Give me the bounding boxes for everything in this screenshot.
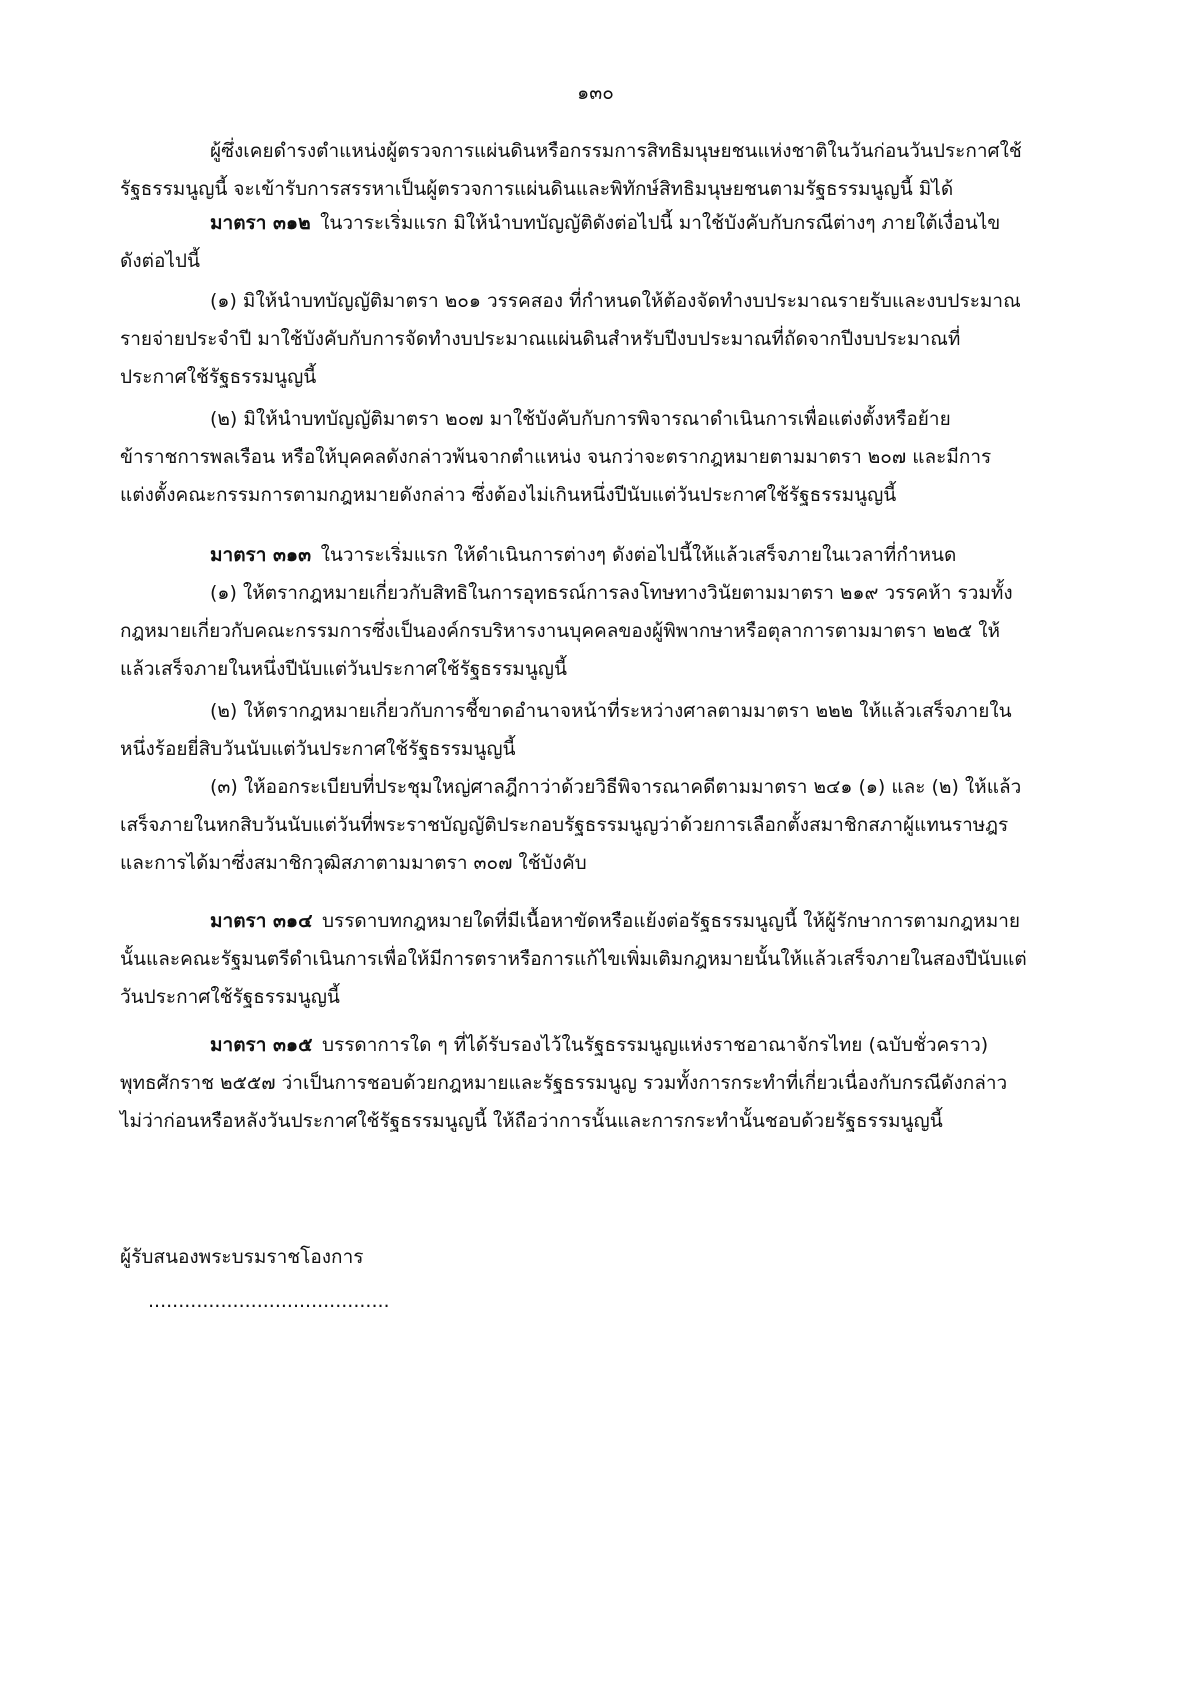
line-text: พุทธศักราช ๒๕๕๗ ว่าเป็นการชอบด้วยกฎหมายและรัฐธรรมนูญ รวมทั้งการกระทำที่เกี่ยวเนื่องกับกรณีดังกล่าว: [120, 1072, 1008, 1094]
line-text: รายจ่ายประจำปี มาใช้บังคับกับการจัดทำงบประมาณแผ่นดินสำหรับปีงบประมาณที่ถัดจากปีงบประมาณที่: [120, 328, 961, 350]
text-line: [120, 982, 340, 1012]
line-text: เสร็จภายในหกสิบวันนับแต่วันที่พระราชบัญญัติประกอบรัฐธรรมนูญว่าด้วยการเลือกตั้งสมาชิกสภาผู้แทนราษฎร: [120, 814, 1009, 836]
line-text: ในวาระเริ่มแรก มิให้นำบทบัญญัติดังต่อไปนี้ มาใช้บังคับกับกรณีต่างๆ ภายใต้เงื่อนไข: [320, 212, 1001, 234]
section-number: มาตรา ๓๑๒: [210, 212, 311, 234]
line-text: แต่งตั้งคณะกรรมการตามกฎหมายดังกล่าว ซึ่งต้องไม่เกินหนึ่งปีนับแต่วันประกาศใช้รัฐธรรมนูญนี้: [120, 484, 897, 506]
line-text: บรรดาการใด ๆ ที่ได้รับรองไว้ในรัฐธรรมนูญแห่งราชอาณาจักรไทย (ฉบับชั่วคราว): [321, 1034, 989, 1056]
text-line: [120, 480, 896, 510]
text-line: [120, 362, 316, 392]
text-line: [120, 174, 953, 204]
text-line: [120, 616, 1000, 646]
line-text: กฎหมายเกี่ยวกับคณะกรรมการซึ่งเป็นองค์กรบริหารงานบุคคลของผู้พิพากษาหรือตุลาการตามมาตรา ๒๒๕ ให้: [120, 620, 1001, 642]
text-line: [120, 734, 516, 764]
line-text: ประกาศใช้รัฐธรรมนูญนี้: [120, 366, 317, 388]
section-number: มาตรา ๓๑๕: [210, 1034, 313, 1056]
signature-dots: ........................................: [148, 1290, 390, 1312]
text-line: [120, 944, 1027, 974]
line-text: และการได้มาซึ่งสมาชิกวุฒิสภาตามมาตรา ๓๐๗ ใช้บังคับ: [120, 852, 587, 874]
text-line: [210, 772, 1021, 802]
text-line: [210, 540, 956, 570]
section-number: มาตรา ๓๑๓: [210, 544, 312, 566]
text-line: [210, 404, 951, 434]
line-text: ในวาระเริ่มแรก ให้ดำเนินการต่างๆ ดังต่อไปนี้ให้แล้วเสร็จภายในเวลาที่กำหนด: [320, 544, 957, 566]
text-line: [210, 136, 1022, 166]
text-line: [210, 1030, 988, 1060]
text-line: [210, 696, 1012, 726]
text-line: [210, 208, 1000, 238]
line-text: ผู้ซึ่งเคยดำรงตำแหน่งผู้ตรวจการแผ่นดินหรือกรรมการสิทธิมนุษยชนแห่งชาติในวันก่อนวันประกาศใช้: [210, 140, 1022, 162]
line-text: (๒) ให้ตรากฎหมายเกี่ยวกับการชี้ขาดอำนาจหน้าที่ระหว่างศาลตามมาตรา ๒๒๒ ให้แล้วเสร็จภายใน: [210, 700, 1012, 722]
line-text: แล้วเสร็จภายในหนึ่งปีนับแต่วันประกาศใช้รัฐธรรมนูญนี้: [120, 658, 567, 680]
text-line: [120, 810, 1008, 840]
line-text: (๑) ให้ตรากฎหมายเกี่ยวกับสิทธิในการอุทธรณ์การลงโทษทางวินัยตามมาตรา ๒๑๙ วรรคห้า รวมทั้ง: [210, 582, 1013, 604]
section-number: มาตรา ๓๑๔: [210, 910, 313, 932]
line-text: (๒) มิให้นำบทบัญญัติมาตรา ๒๐๗ มาใช้บังคับกับการพิจารณาดำเนินการเพื่อแต่งตั้งหรือย้าย: [210, 408, 951, 430]
line-text: (๓) ให้ออกระเบียบที่ประชุมใหญ่ศาลฎีกาว่าด้วยวิธีพิจารณาคดีตามมาตรา ๒๔๑ (๑) และ (๒) ให้แล้ว: [210, 776, 1022, 798]
line-text: บรรดาบทกฎหมายใดที่มีเนื้อหาขัดหรือแย้งต่อรัฐธรรมนูญนี้ ให้ผู้รักษาการตามกฎหมาย: [321, 910, 1021, 932]
text-line: [120, 1068, 1007, 1098]
page-number: ๑๓๐: [577, 82, 614, 104]
text-line: [120, 654, 567, 684]
text-line: [120, 246, 200, 276]
line-text: ไม่ว่าก่อนหรือหลังวันประกาศใช้รัฐธรรมนูญนี้ ให้ถือว่าการนั้นและการกระทำนั้นชอบด้วยรัฐธรรมนูญนี้: [120, 1110, 943, 1132]
line-text: วันประกาศใช้รัฐธรรมนูญนี้: [120, 986, 340, 1008]
line-text: ดังต่อไปนี้: [120, 250, 200, 272]
line-text: หนึ่งร้อยยี่สิบวันนับแต่วันประกาศใช้รัฐธรรมนูญนี้: [120, 738, 516, 760]
text-line: [120, 848, 587, 878]
line-text: ข้าราชการพลเรือน หรือให้บุคคลดังกล่าวพ้นจากตำแหน่ง จนกว่าจะตรากฎหมายตามมาตรา ๒๐๗ และมีการ: [120, 446, 992, 468]
line-text: (๑) มิให้นำบทบัญญัติมาตรา ๒๐๑ วรรคสอง ที่กำหนดให้ต้องจัดทำงบประมาณรายรับและงบประมาณ: [210, 290, 1021, 312]
countersign-label: ผู้รับสนองพระบรมราชโองการ: [120, 1246, 364, 1268]
text-line: [210, 906, 1020, 936]
text-line: [120, 1106, 943, 1136]
text-line: [120, 324, 960, 354]
line-text: นั้นและคณะรัฐมนตรีดำเนินการเพื่อให้มีการตราหรือการแก้ไขเพิ่มเติมกฎหมายนั้นให้แล้วเสร็จภายในสองปีนับแต่: [120, 948, 1027, 970]
text-line: [120, 442, 991, 472]
text-line: [210, 286, 1021, 316]
line-text: รัฐธรรมนูญนี้ จะเข้ารับการสรรหาเป็นผู้ตรวจการแผ่นดินและพิทักษ์สิทธิมนุษยชนตามรัฐธรรมนูญนี้ มิได้: [120, 178, 954, 200]
text-line: [210, 578, 1013, 608]
